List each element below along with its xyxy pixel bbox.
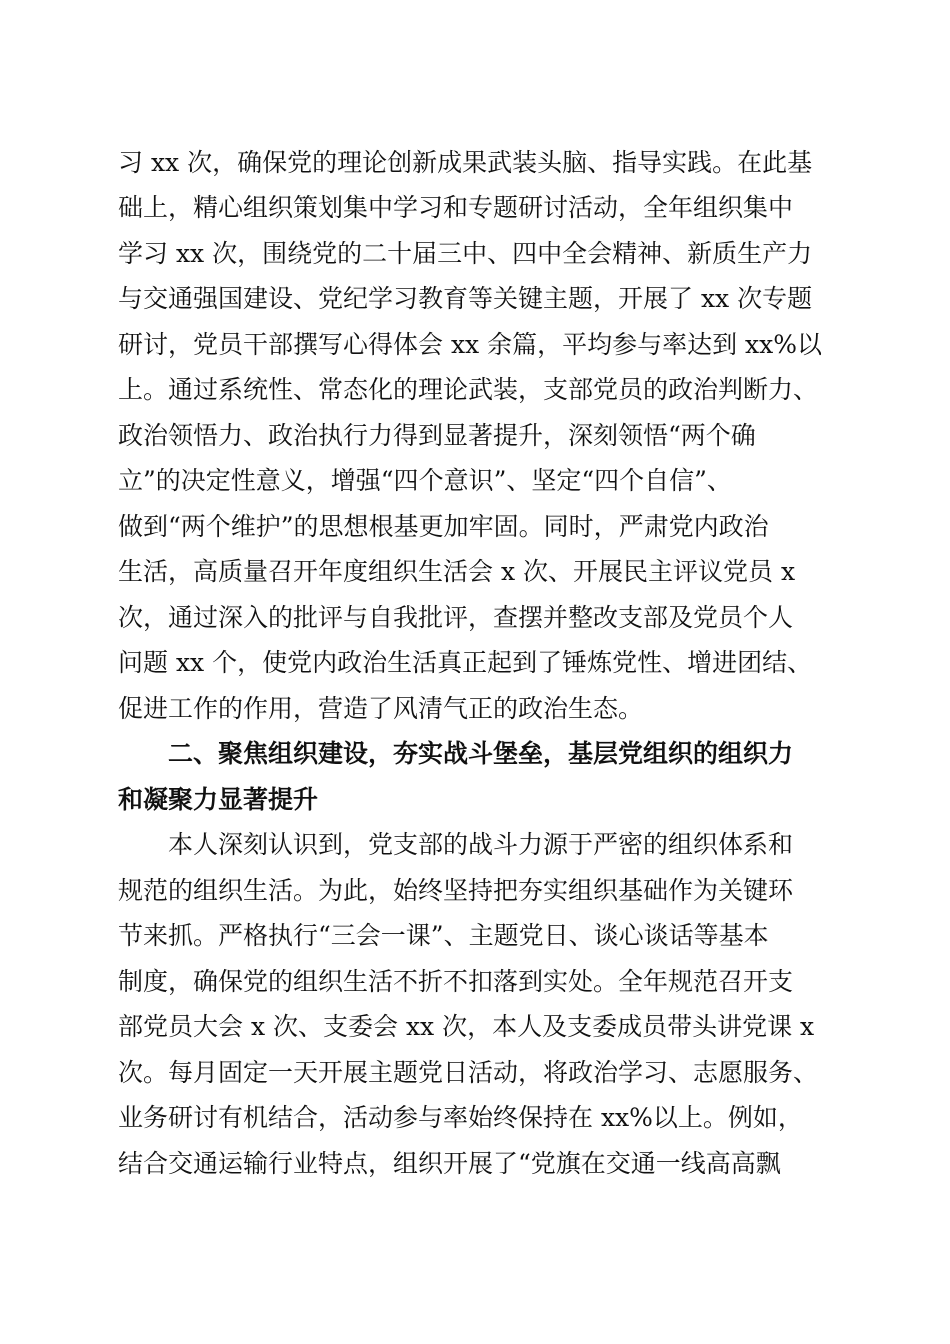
text-line: 与交通强国建设、党纪学习教育等关键主题，开展了 xx 次专题 (118, 284, 813, 313)
text-line: 次。每月固定一天开展主题党日活动，将政治学习、志愿服务、 (118, 1058, 819, 1087)
text-line: 立”的决定性意义，增强“四个意识”、坚定“四个自信”、 (118, 466, 732, 495)
text-line: 规范的组织生活。为此，始终坚持把夯实组织基础作为关键环 (118, 876, 794, 905)
heading-line: 二、聚焦组织建设，夯实战斗堡垒，基层党组织的组织力 (118, 739, 794, 768)
text-line: 学习 xx 次，围绕党的二十届三中、四中全会精神、新质生产力 (118, 239, 813, 268)
text-line: 结合交通运输行业特点，组织开展了“党旗在交通一线高高飘 (118, 1149, 781, 1178)
text-line: 础上，精心组织策划集中学习和专题研讨活动，全年组织集中 (118, 193, 794, 222)
text-line: 习 xx 次，确保党的理论创新成果武装头脑、指导实践。在此基 (118, 148, 813, 177)
text-line: 节来抓。严格执行“三会一课”、主题党日、谈心谈话等基本 (118, 921, 769, 950)
text-line: 政治领悟力、政治执行力得到显著提升，深刻领悟“两个确 (118, 421, 756, 450)
text-line: 本人深刻认识到，党支部的战斗力源于严密的组织体系和 (118, 830, 794, 859)
text-line: 问题 xx 个，使党内政治生活真正起到了锤炼党性、增进团结、 (118, 648, 813, 677)
heading-line: 和凝聚力显著提升 (118, 785, 319, 814)
text-line: 研讨，党员干部撰写心得体会 xx 余篇，平均参与率达到 xx%以 (118, 330, 822, 359)
text-line: 业务研讨有机结合，活动参与率始终保持在 xx%以上。例如， (118, 1103, 803, 1132)
text-line: 部党员大会 x 次、支委会 xx 次，本人及支委成员带头讲党课 x (118, 1012, 815, 1041)
text-line: 促进工作的作用，营造了风清气正的政治生态。 (118, 694, 644, 723)
text-line: 次，通过深入的批评与自我批评，查摆并整改支部及党员个人 (118, 603, 794, 632)
text-line: 上。通过系统性、常态化的理论武装，支部党员的政治判断力、 (118, 375, 819, 404)
text-line: 生活，高质量召开年度组织生活会 x 次、开展民主评议党员 x (118, 557, 796, 586)
text-line: 制度，确保党的组织生活不折不扣落到实处。全年规范召开支 (118, 967, 794, 996)
text-line: 做到“两个维护”的思想根基更加牢固。同时，严肃党内政治 (118, 512, 769, 541)
